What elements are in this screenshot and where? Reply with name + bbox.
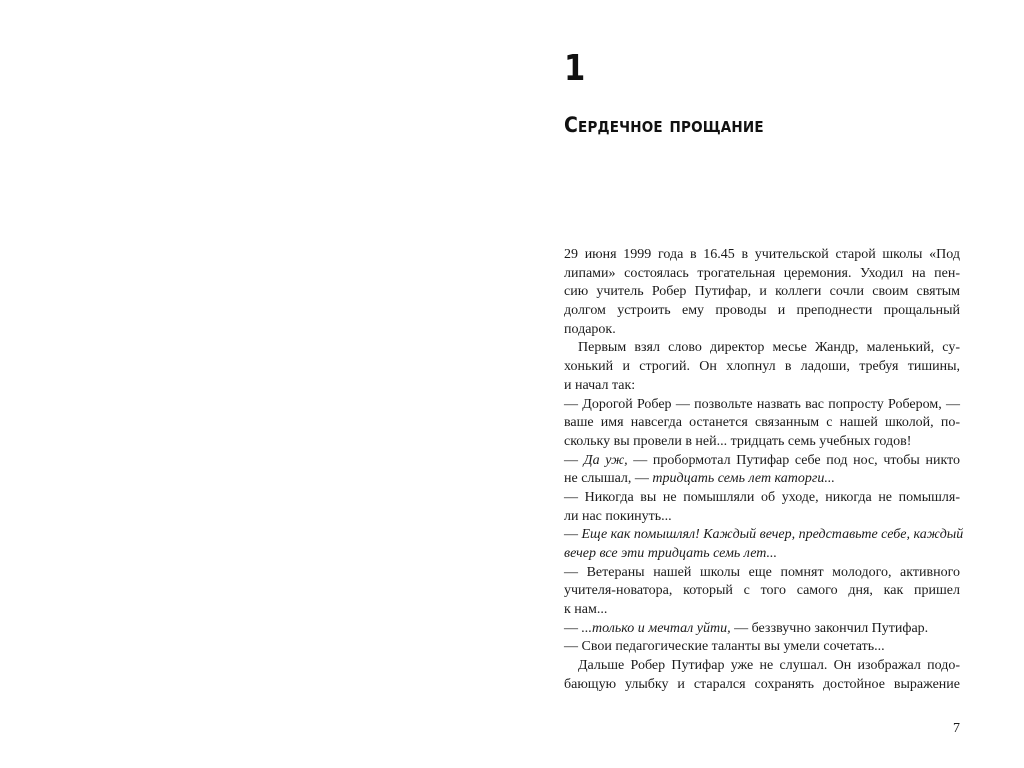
right-page [512, 0, 1024, 768]
text-line: хонький и строгий. Он хлопнул в ладоши, требуя тишины, [564, 359, 960, 375]
text-line: и начал так: [564, 377, 636, 393]
text-line [564, 526, 964, 545]
chapter-title: Сердечное прощание [564, 113, 764, 137]
text-line: подарок. [564, 321, 616, 337]
text-line: — Ветераны нашей школы еще помнят молодого, активного [564, 564, 960, 580]
narration: — беззвучно закончил Путифар. [730, 620, 929, 636]
text-line: — Свои педагогические таланты вы умели сочетать... [564, 639, 885, 655]
text-line: липами» состоялась трогательная церемония. Уходил на пен- [564, 265, 960, 281]
text-line: скольку вы провели в ней... тридцать семь учебных годов! [564, 433, 912, 449]
dialogue-dash: — [564, 527, 582, 543]
text-line: — Никогда вы не помышляли об уходе, никогда не помышля- [564, 489, 960, 505]
text-line [564, 620, 960, 639]
text-line [564, 470, 960, 489]
italic-thought: тридцать семь лет каторги... [652, 471, 835, 487]
italic-thought: Да уж, [583, 452, 628, 468]
text-line: Первым взял слово директор месье Жандр, маленький, су- [578, 340, 960, 356]
text-line: Дальше Робер Путифар уже не слушал. Он изображал подо- [578, 658, 960, 674]
text-line: к нам... [564, 602, 608, 618]
text-line: бающую улыбку и старался сохранять достойное выражение [564, 676, 960, 692]
chapter-number: 1 [564, 48, 587, 89]
italic-thought: Еще как помышлял! Каждый вечер, представьте себе, каждый [581, 527, 964, 543]
italic-thought: ...только и мечтал уйти, [581, 620, 731, 636]
text-line: долгом устроить ему проводы и преподнести прощальный [564, 303, 960, 319]
text-line: сию учитель Робер Путифар, и коллеги сочли своим святым [564, 284, 960, 300]
dialogue-dash: — [564, 452, 584, 468]
text-line [564, 452, 960, 471]
text-line: 29 июня 1999 года в 16.45 в учительской старой школы «Под [564, 247, 960, 262]
italic-thought: вечер все эти тридцать семь лет... [564, 546, 778, 561]
text-line: — Дорогой Робер — позвольте назвать вас попросту Робером, — [564, 396, 960, 412]
text-line: ли нас покинуть... [564, 508, 672, 524]
text-line [564, 545, 960, 564]
text-line: учителя-новатора, который с того самого дня, как пришел [564, 583, 960, 599]
dialogue-dash: — [564, 620, 582, 636]
page-number: 7 [953, 721, 960, 736]
chapter-body-text [564, 246, 964, 695]
text-line: ваше имя навсегда останется связанным с нашей школой, по- [564, 415, 960, 431]
narration: не слышал, — [564, 471, 653, 487]
narration: — пробормотал Путифар себе под нос, чтобы никто [627, 452, 961, 468]
